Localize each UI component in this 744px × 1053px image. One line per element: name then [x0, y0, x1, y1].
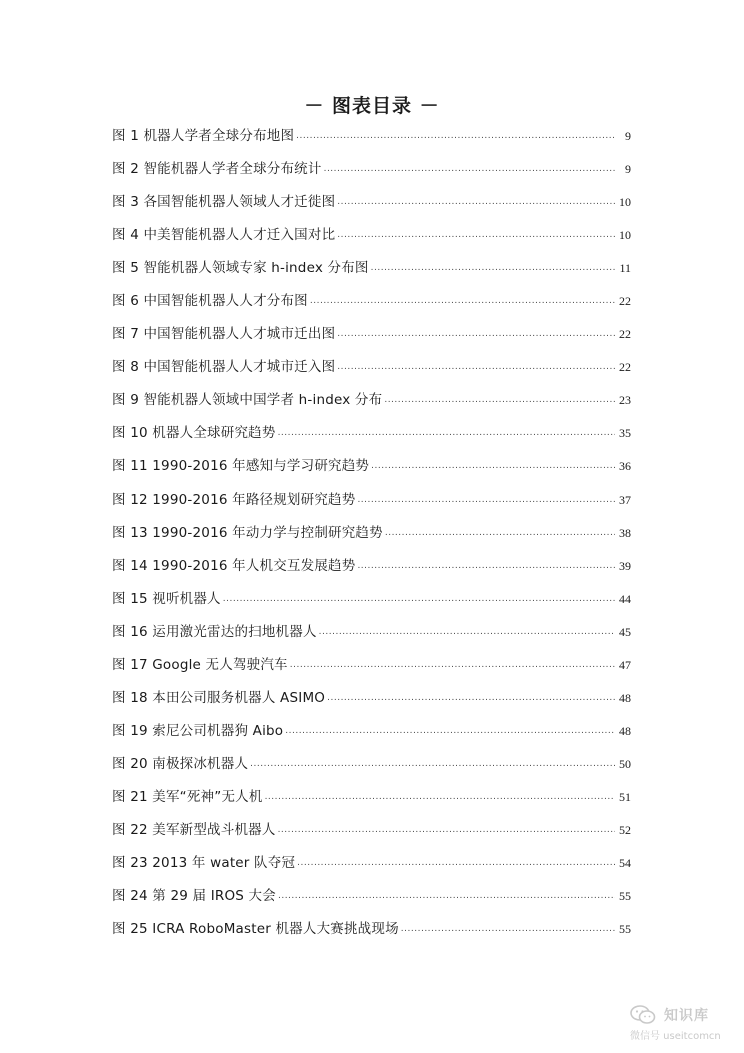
dot-leader	[324, 159, 615, 179]
toc-entry[interactable]	[112, 820, 631, 853]
toc-entry-label: 图 10 机器人全球研究趋势	[112, 425, 276, 442]
toc-entry[interactable]	[112, 159, 631, 192]
wechat-icon	[630, 1005, 656, 1025]
toc-entry-label: 图 5 智能机器人领域专家 h-index 分布图	[112, 260, 369, 277]
toc-entry[interactable]	[112, 589, 631, 622]
toc-entry[interactable]	[112, 390, 631, 423]
dot-leader	[290, 655, 615, 675]
toc-entry-label: 图 8 中国智能机器人人才城市迁入图	[112, 359, 336, 376]
toc-entry[interactable]	[112, 655, 631, 688]
toc-entry[interactable]	[112, 357, 631, 390]
page-title: － 图表目录 －	[304, 95, 440, 117]
watermark-subtitle: 微信号 useitcomcn	[630, 1031, 721, 1042]
toc-entry-page: 10	[619, 228, 631, 243]
toc-entry-label: 图 15 视听机器人	[112, 590, 221, 607]
toc-entry-label: 图 24 第 29 届 IROS 大会	[112, 888, 276, 905]
toc-entry-page: 55	[619, 889, 631, 904]
toc-entry[interactable]	[112, 324, 631, 357]
dot-leader	[384, 390, 615, 410]
dot-leader	[319, 622, 615, 642]
toc-entry-page: 22	[619, 294, 631, 309]
dot-leader	[337, 324, 615, 344]
dot-leader	[337, 357, 615, 377]
dot-leader	[357, 556, 615, 576]
toc-entry-page: 55	[619, 922, 631, 937]
toc-entry-page: 47	[619, 657, 631, 672]
dot-leader	[285, 721, 615, 741]
toc-entry[interactable]	[112, 721, 631, 754]
toc-entry[interactable]	[112, 622, 631, 655]
toc-entry-page: 10	[619, 195, 631, 210]
toc-entry-page: 54	[619, 856, 631, 871]
toc-entry-label: 图 21 美军“死神”无人机	[112, 788, 263, 805]
toc-entry-page: 52	[619, 822, 631, 837]
figure-toc-list	[112, 126, 631, 952]
dot-leader	[357, 490, 615, 510]
toc-entry-label: 图 14 1990-2016 年人机交互发展趋势	[112, 557, 356, 574]
dot-leader	[278, 820, 615, 840]
toc-entry-page: 11	[619, 261, 631, 276]
toc-entry[interactable]	[112, 192, 631, 225]
toc-entry[interactable]	[112, 258, 631, 291]
toc-entry-label: 图 1 机器人学者全球分布地图	[112, 128, 295, 144]
toc-entry-label: 图 7 中国智能机器人人才城市迁出图	[112, 326, 336, 343]
toc-entry-label: 图 9 智能机器人领域中国学者 h-index 分布	[112, 392, 383, 409]
dot-leader	[327, 688, 615, 708]
toc-entry[interactable]	[112, 787, 631, 820]
toc-entry-page: 36	[619, 459, 631, 474]
toc-entry[interactable]	[112, 754, 631, 787]
dot-leader	[337, 192, 615, 212]
dot-leader	[310, 291, 615, 311]
toc-entry-label: 图 17 Google 无人驾驶汽车	[112, 656, 288, 673]
dot-leader	[385, 523, 615, 543]
dot-leader	[250, 754, 615, 774]
toc-entry[interactable]	[112, 523, 631, 556]
toc-entry[interactable]	[112, 126, 631, 159]
toc-entry-label: 图 19 索尼公司机器狗 Aibo	[112, 722, 284, 739]
dot-leader	[278, 423, 615, 443]
dot-leader	[297, 853, 615, 873]
toc-entry-label: 图 6 中国智能机器人人才分布图	[112, 293, 308, 310]
toc-entry[interactable]	[112, 886, 631, 919]
toc-entry-label: 图 4 中美智能机器人人才迁入国对比	[112, 227, 336, 244]
toc-entry-page: 35	[619, 426, 631, 441]
toc-entry[interactable]	[112, 490, 631, 523]
toc-entry[interactable]	[112, 688, 631, 721]
toc-entry-label: 图 22 美军新型战斗机器人	[112, 821, 276, 838]
dot-leader	[296, 126, 615, 146]
dot-leader	[401, 919, 615, 939]
toc-entry-page: 38	[619, 525, 631, 540]
toc-entry-page: 22	[619, 360, 631, 375]
toc-entry-label: 图 20 南极探冰机器人	[112, 755, 249, 772]
toc-entry-page: 51	[619, 789, 631, 804]
toc-entry-page: 50	[619, 756, 631, 771]
dot-leader	[371, 456, 615, 476]
watermark-title: 知识库	[664, 1008, 709, 1024]
toc-entry-page: 23	[619, 393, 631, 408]
toc-entry-page: 39	[619, 558, 631, 573]
toc-entry-page: 9	[625, 162, 631, 177]
toc-entry-page: 9	[625, 129, 631, 143]
dot-leader	[265, 787, 615, 807]
toc-entry-page: 37	[619, 492, 631, 507]
dot-leader	[371, 258, 615, 278]
toc-entry[interactable]	[112, 225, 631, 258]
toc-entry-label: 图 23 2013 年 water 队夺冠	[112, 855, 296, 872]
toc-entry-label: 图 12 1990-2016 年路径规划研究趋势	[112, 491, 356, 508]
toc-entry-label: 图 25 ICRA RoboMaster 机器人大赛挑战现场	[112, 921, 399, 938]
toc-entry-page: 48	[619, 690, 631, 705]
toc-entry-label: 图 13 1990-2016 年动力学与控制研究趋势	[112, 524, 383, 541]
toc-entry-label: 图 18 本田公司服务机器人 ASIMO	[112, 689, 326, 706]
toc-entry[interactable]	[112, 291, 631, 324]
dot-leader	[223, 589, 615, 609]
toc-entry-label: 图 3 各国智能机器人领域人才迁徙图	[112, 194, 336, 211]
toc-entry-label: 图 11 1990-2016 年感知与学习研究趋势	[112, 458, 370, 475]
toc-entry[interactable]	[112, 556, 631, 589]
toc-entry[interactable]	[112, 456, 631, 489]
watermark	[624, 1003, 734, 1043]
toc-entry[interactable]	[112, 423, 631, 456]
toc-entry[interactable]	[112, 919, 631, 952]
toc-entry[interactable]	[112, 853, 631, 886]
dot-leader	[278, 886, 615, 906]
toc-entry-page: 45	[619, 624, 631, 639]
toc-entry-page: 22	[619, 327, 631, 342]
dot-leader	[337, 225, 615, 245]
toc-entry-label: 图 2 智能机器人学者全球分布统计	[112, 161, 322, 178]
toc-entry-label: 图 16 运用激光雷达的扫地机器人	[112, 623, 317, 640]
toc-entry-page: 44	[619, 591, 631, 606]
toc-entry-page: 48	[619, 723, 631, 738]
